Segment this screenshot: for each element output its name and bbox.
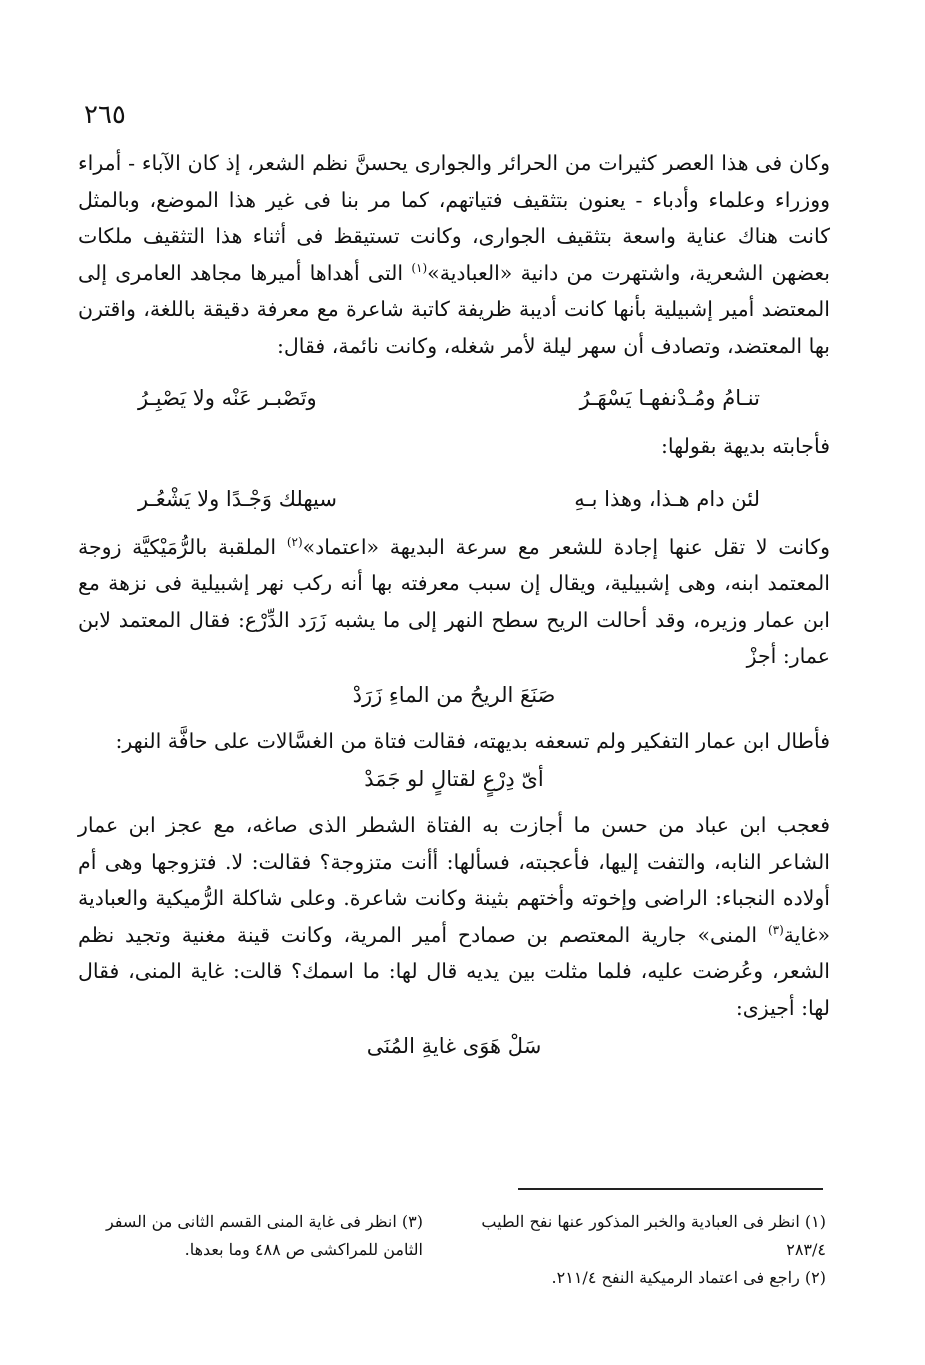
verse-4: أىّ دِرْعٍ لقتالٍ لو جَمَدْ bbox=[364, 767, 544, 791]
paragraph-3 bbox=[78, 529, 830, 675]
footnotes bbox=[78, 1208, 826, 1292]
paragraph-1-text: وكان فى هذا العصر كثيرات من الحرائر والجوارى يحسنَّ نظم الشعر، إذ كان الآباء - أمراء ووزراء وعلماء وأدباء - يعنون بتثقيف فتياتهم، كما مر بنا فى غير هذا الموضع، وبالمثل كانت هناك عناية واسعة بتثقيف الجوارى، وكانت تستيقظ فى أثناء هذا التثقيف ملكات بعضهن الشعرية، واشتهرت من دانية «العبادية» bbox=[78, 151, 830, 285]
paragraph-5-text: فعجب ابن عباد من حسن ما أجازت به الفتاة الشطر الذى صاغه، مع عجز ابن عمار الشاعر النابه، والتفت إليها، فأعجبته، فسألها: أأنت متزوجة؟ فقالت: لا. فتزوجها وهى أم أولاده النجباء: الراضى وإخوته وأختهم بثينة وكانت شاعرة. وعلى شاكلة الرُّميكية والعبادية «غاية bbox=[78, 813, 830, 947]
verse-3: صَنَعَ الريحُ من الماءِ زَرَدْ bbox=[352, 682, 556, 707]
verse-1-first-hemistich: تنـامُ ومُـدْنفهـا يَسْهَـرُ bbox=[579, 386, 760, 410]
footnotes-right-column bbox=[481, 1208, 826, 1292]
paragraph-1-continued: التى أهداها أميرها مجاهد العامرى إلى المعتضد أمير إشبيلية بأنها كانت أديبة ظريفة كاتبة شاعرة مع معرفة دقيقة باللغة، واقترن بها المعتضد، وتصادف أن سهر ليلة لأمر شغله، وكانت نائمة، فقال: bbox=[78, 260, 830, 358]
spacer bbox=[78, 715, 830, 723]
verse-2-second-hemistich: سيهلك وَجْـدًا ولا يَشْعُـر bbox=[138, 486, 337, 511]
footnote-2: (٢) راجع فى اعتماد الرميكية النفح ٢١١/٤. bbox=[551, 1268, 826, 1287]
paragraph-3-continued: الملقبة بالرُّمَيْكيَّة زوجة المعتمد ابنه، وهى إشبيلية، ويقال إن سبب معرفته بها أنه ركب نهر إشبيلية فى نزهة مع ابن عمار وزيره، وقد أحالت الريح سطح النهر إلى ما يشبه زَرَد الدِّرْع: فقال المعتمد لابن عمار: أجزْ bbox=[78, 534, 830, 668]
verse-1-second-hemistich: وتَصْبـر عَنْه ولا يَصْبِـرُ bbox=[138, 386, 317, 410]
verse-2 bbox=[78, 477, 830, 521]
paragraph-1 bbox=[78, 145, 830, 364]
verse-5: سَلْ هَوَى غايةِ المُنَى bbox=[366, 1034, 542, 1058]
footnote-ref-2: (٢) bbox=[286, 534, 303, 549]
paragraph-5 bbox=[78, 807, 830, 1026]
verse-2-first-hemistich: لئن دام هـذا، وهذا بـهِ bbox=[574, 486, 760, 511]
paragraph-2: فأجابته بديهة بقولها: bbox=[660, 434, 830, 458]
footnote-3: (٣) انظر فى غاية المنى القسم الثانى من السفر الثامن للمراكشى ص ٤٨٨ وما بعدها. bbox=[105, 1212, 423, 1259]
spacer bbox=[78, 799, 830, 807]
paragraph-3-text: وكانت لا تقل عنها إجادة للشعر مع سرعة البديهة «اعتماد» bbox=[302, 534, 830, 559]
footnote-ref-3: (٣) bbox=[767, 922, 784, 937]
footnote-separator bbox=[518, 1188, 823, 1190]
footnote-1: (١) انظر فى العبادية والخبر المذكور عنها نفح الطيب ٢٨٣/٤ bbox=[481, 1212, 826, 1259]
footnote-ref-1: (١) bbox=[411, 260, 428, 275]
main-text bbox=[78, 145, 830, 1066]
paragraph-5-continued: المنى» جارية المعتصم بن صمادح أمير المرية، وكانت قينة مغنية وتجيد نظم الشعر، وعُرضت عليه، فلما مثلت بين يديه قال لها: ما اسمك؟ قالت: غاية المنى، فقال لها: أجيزى: bbox=[78, 922, 830, 1020]
page-number: ٢٦٥ bbox=[84, 100, 126, 130]
paragraph-4: فأطال ابن عمار التفكير ولم تسعفه بديهته، فقالت فتاة من الغسَّالات على حافَّة النهر: bbox=[115, 728, 830, 753]
footnotes-left-column bbox=[78, 1208, 423, 1292]
verse-1 bbox=[78, 376, 830, 420]
